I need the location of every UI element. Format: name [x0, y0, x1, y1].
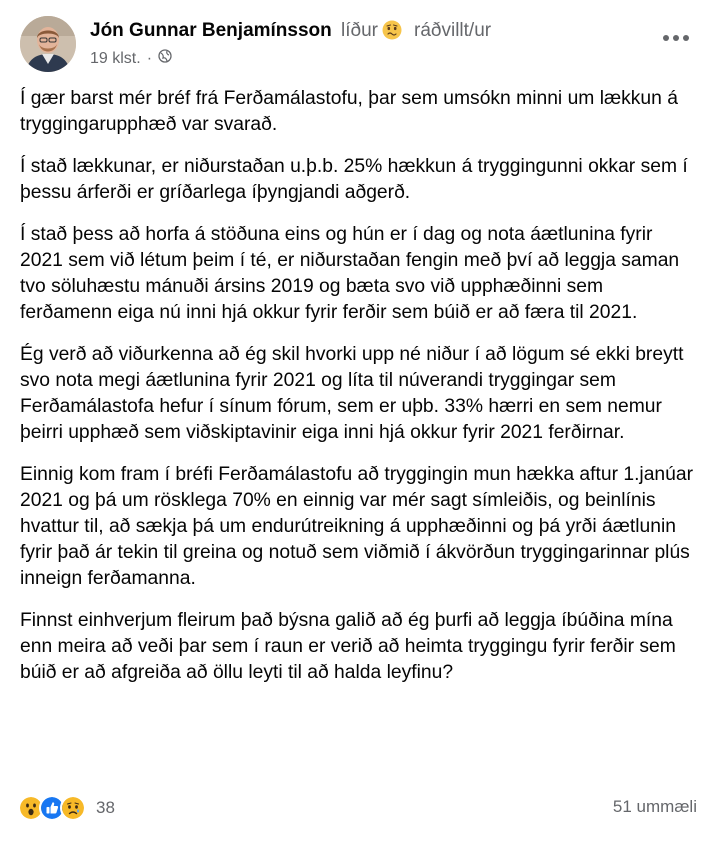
feeling-prefix: líður	[341, 20, 379, 41]
reaction-count[interactable]: 38	[96, 798, 115, 817]
feeling-label[interactable]: ráðvillt/ur	[414, 20, 492, 41]
reactions-summary[interactable]	[18, 795, 115, 821]
confused-face-icon	[382, 20, 402, 47]
post-body	[20, 86, 700, 702]
globe-icon[interactable]	[158, 49, 172, 68]
post-title-line	[90, 19, 491, 47]
post-header	[18, 14, 699, 76]
post-timestamp[interactable]: 19 klst.	[90, 49, 141, 67]
dot-icon	[663, 35, 669, 41]
post-meta	[90, 49, 172, 68]
dot-icon	[673, 35, 679, 41]
post-paragraph: Í stað lækkunar, er niðurstaðan u.þ.b. 25% hækkun á tryggingunni okkar sem í þessu árferði er gríðarlega íþyngjandi aðgerð.	[20, 156, 688, 203]
post-paragraph: Ég verð að viðurkenna að ég skil hvorki upp né niður í að lögum sé ekki breytt svo nota megi áætlunina fyrir 2021 og líta til núverandi tryggingar sem Ferðamálastofa hefur í sínum fórum, sem er uþb. 33% hærri en sem nemur þeirri upphæð sem viðskiptavinir eiga inni hjá okkur fyrir 2021 ferðirnar.	[20, 344, 684, 443]
meta-separator: ·	[146, 49, 153, 67]
dot-icon	[683, 35, 689, 41]
author-avatar[interactable]	[20, 16, 76, 72]
comment-count[interactable]: 51 ummæli	[612, 797, 697, 816]
avatar-photo	[20, 16, 76, 72]
post-paragraph: Í stað þess að horfa á stöðuna eins og hún er í dag og nota áætlunina fyrir 2021 sem við létum þeim í té, er niðurstaðan fengin með því að leggja saman tvo söluhæstu mánuði ársins 2019 og bæta svo við upphæðinni sem ferðamenn eiga nú inni hjá okkur fyrir ferðir sem búið er að færa til 2021.	[20, 224, 680, 323]
post-paragraph: Einnig kom fram í bréfi Ferðamálastofu að tryggingin mun hækka aftur 1.janúar 2021 og þá um rösklega 70% en einnig var mér sagt símleiðis, og beinlínis hvattur til, að sækja þá um endurútreikning á upphæðinni og þá yrði áætlunin fyrir það ár tekin til greina og notuð sem viðmið í ákvörðun tryggingarinnar plús inneign ferðamanna.	[20, 464, 694, 589]
more-options-button[interactable]	[659, 26, 693, 50]
author-name[interactable]: Jón Gunnar Benjamínsson	[90, 20, 332, 41]
post-paragraph: Í gær barst mér bréf frá Ferðamálastofu, þar sem umsókn minni um lækkun á tryggingarupphæð var svarað.	[20, 88, 678, 135]
post-paragraph: Finnst einhverjum fleirum það býsna galið að ég þurfi að leggja íbúðina mína enn meira að veði þar sem í raun er verið að heimta tryggingu fyrir ferðir sem búið er að afgreiða að öllu leyti til að halda leyfinu?	[20, 610, 676, 683]
reaction-icons	[18, 795, 86, 821]
sad-reaction-icon	[60, 795, 86, 821]
